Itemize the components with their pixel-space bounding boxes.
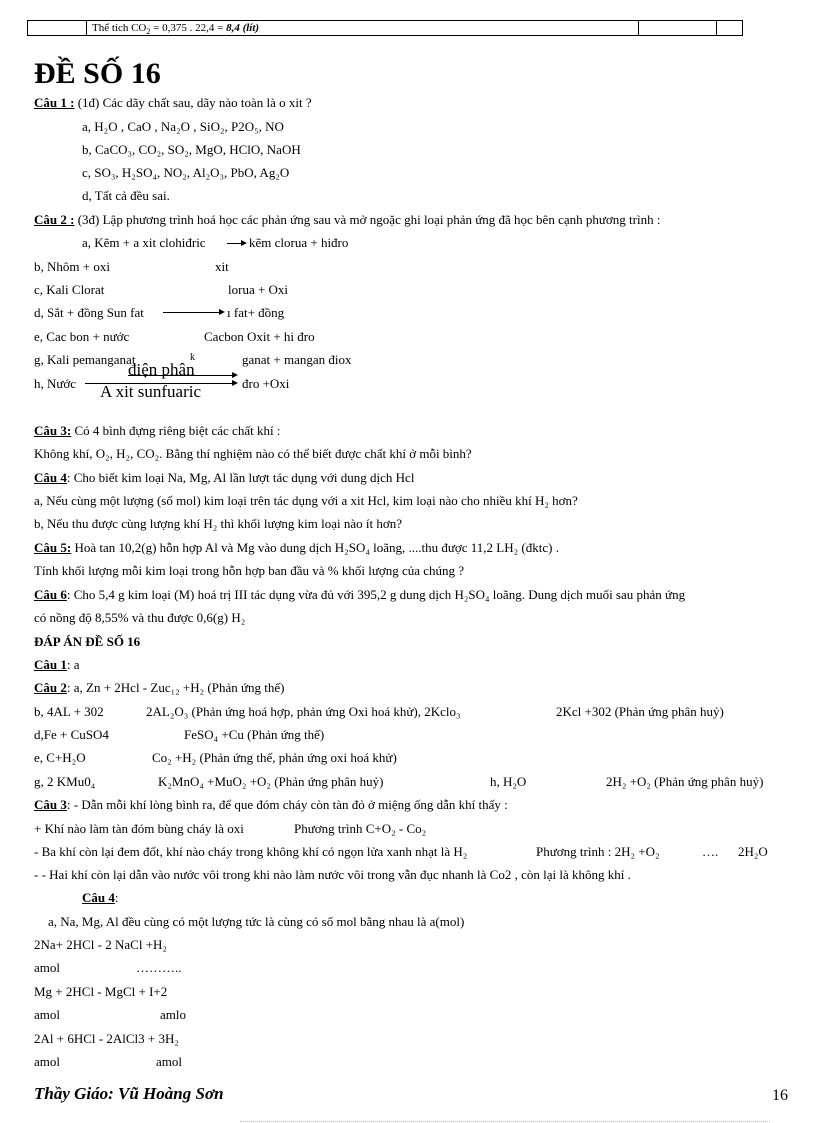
page-title: ĐỀ SỐ 16: [34, 57, 161, 90]
answer-4-mol-na: amol: [34, 960, 60, 975]
q2-item-g-product: ganat + mangan điox: [242, 352, 352, 367]
q2-item-b-product: xit: [215, 259, 229, 274]
table-cell-divider: [638, 21, 639, 35]
answer-2-d: d,Fe + CuSO4: [34, 727, 109, 742]
answer-4-eq-mg: Mg + 2HCl - MgCl + I+2: [34, 984, 168, 999]
page-number: 16: [772, 1087, 788, 1104]
answer-2-h: h, H₂O: [490, 774, 527, 789]
arrow-condition-acid: A xit sunfuaric: [100, 382, 202, 401]
answers-heading: ĐÁP ÁN ĐỀ SỐ 16: [34, 634, 141, 649]
reaction-arrow-icon: [227, 243, 245, 244]
answer-4-eq-al: 2Al + 6HCl - 2AlCl3 + 3H₂: [34, 1031, 179, 1046]
q2-item-h: h, Nước: [34, 376, 77, 391]
question-5: Câu 5: Hoà tan 10,2(g) hỗn hợp Al và Mg vào dung dịch H₂SO₄ loãng, ....thu được 11,2 LH₂ (đktc) .: [34, 540, 559, 555]
q2-item-a-product: kẽm clorua + hiđro: [249, 235, 349, 250]
answer-4-mol-al-2: amol: [156, 1054, 182, 1069]
answer-2-b: b, 4AL + 302: [34, 704, 104, 719]
answer-2-h-product: 2H₂ +O₂ (Phản ứng phân huỷ): [606, 774, 764, 789]
q1-option-b: b, CaCO₃, CO₂, SO₂, MgO, HClO, NaOH: [82, 142, 301, 157]
footer-author: Thầy Giáo: Vũ Hoàng Sơn: [34, 1084, 224, 1103]
q4-part-a: a, Nếu cùng một lượng (số mol) kim loại trên tác dụng với a xit Hcl, kim loại nào cho nhiều khí H₂ hơn?: [34, 493, 578, 508]
answer-2-d-product: FeSO₄ +Cu (Phản ứng thế): [184, 727, 325, 742]
previous-answer-table-row: [27, 20, 743, 36]
answer-4: Câu 4:: [82, 890, 119, 905]
q2-item-e-product: Cacbon Oxit + hi đro: [204, 329, 315, 344]
q3-line-2: Không khí, O₂, H₂, CO₂. Bằng thí nghiệm nào có thể biết được chất khí ở mỗi bình?: [34, 446, 472, 461]
answer-4-line-1: a, Na, Mg, Al đều cùng có một lượng tức là cùng có số mol bằng nhau là a(mol): [48, 914, 465, 929]
q1-option-c: c, SO₃, H₂SO₄, NO₂, Al₂O₃, PbO, Ag₂O: [82, 165, 290, 180]
q2-item-a: a, Kẽm + a xit clohiđric: [82, 235, 206, 250]
volume-co2-text: Thể tích $CO_2 = 0,375$ . 22,4 = 8,4 (lít): [92, 22, 260, 37]
answer-2: Câu 2: a, Zn + 2Hcl - Zuc₁₂ +H₂ (Phản ứng thế): [34, 680, 285, 695]
answer-2-b-product: 2AL₂O₃ (Phản ứng hoá hợp, phản ứng Oxi hoá khử), 2Kclo₃: [146, 704, 461, 719]
answer-4-mol-mg: amol: [34, 1007, 60, 1022]
answer-4-eq-na: 2Na+ 2HCl - 2 NaCl +H₂: [34, 937, 167, 952]
answer-1: Câu 1: a: [34, 657, 80, 672]
reaction-arrow-icon: [163, 312, 223, 313]
reaction-arrow-icon: [128, 375, 236, 376]
answer-2-e: e, C+H₂O: [34, 750, 86, 765]
answer-2-b-second: 2Kcl +302 (Phản ứng phân huỷ): [556, 704, 724, 719]
q2-item-c-product: lorua + Oxi: [228, 282, 289, 297]
answer-3-line-1-eq: Phương trình C+O₂ - Co₂: [294, 821, 427, 836]
q2-item-b: b, Nhôm + oxi: [34, 259, 110, 274]
question-4: Câu 4: Cho biết kim loại Na, Mg, Al lần lượt tác dụng với dung dịch Hcl: [34, 470, 415, 485]
footer-divider: [240, 1121, 770, 1122]
q2-item-c: c, Kali Clorat: [34, 282, 105, 297]
q2-item-d: d, Sắt + đồng Sun fat: [34, 305, 144, 320]
answer-3-line-1: + Khí nào làm tàn đóm bùng cháy là oxi: [34, 821, 244, 836]
answer-3-line-2-dots: ….: [702, 844, 719, 859]
q2-item-h-product: đro +Oxi: [242, 376, 290, 391]
table-cell-divider: [716, 21, 717, 35]
question-6: Câu 6: Cho 5,4 g kim loại (M) hoá trị III tác dụng vừa đủ với 395,2 g dung dịch H₂SO₄ loãng. Dung dịch muối sau phản ứng: [34, 587, 686, 602]
q2-item-d-product: ı fat+ đồng: [227, 305, 285, 320]
question-1: Câu 1 : (1đ) Các dãy chất sau, dãy nào toàn là o xit ?: [34, 95, 312, 110]
answer-2-g: g, 2 KMu0₄: [34, 774, 96, 789]
answer-4-mol-mg-2: amlo: [160, 1007, 186, 1022]
answer-3-line-2-eq: Phương trình : 2H₂ +O₂: [536, 844, 660, 859]
answer-3-line-2-product: 2H₂O: [738, 844, 768, 859]
q2-item-g: g, Kali pemanganat: [34, 352, 136, 367]
answer-3: Câu 3: - Dẫn mỗi khí lòng bình ra, để que đóm cháy còn tàn đỏ ở miệng ống dẫn khí thấy :: [34, 797, 508, 812]
q2-item-g-note: k: [190, 352, 195, 363]
q1-option-a: a, H₂O , CaO , Na₂O , SiO₂, P2O₅, NO: [82, 119, 284, 134]
arrow-condition-electrolysis: điện phân: [128, 360, 195, 379]
answer-3-line-2: - Ba khí còn lại đem đốt, khí nào cháy trong không khí có ngọn lửa xanh nhạt là H₂: [34, 844, 468, 859]
answer-4-mol-al: amol: [34, 1054, 60, 1069]
table-cell-divider: [86, 21, 87, 35]
answer-2-g-product: K₂MnO₄ +MuO₂ +O₂ (Phản ứng phân huỷ): [158, 774, 384, 789]
q4-part-b: b, Nếu thu được cùng lượng khí H₂ thì khối lượng kim loại nào ít hơn?: [34, 516, 403, 531]
q2-item-e: e, Cac bon + nước: [34, 329, 130, 344]
answer-2-e-product: Co₂ +H₂ (Phản ứng thế, phản ứng oxi hoá khử): [152, 750, 397, 765]
q5-line-2: Tính khối lượng mỗi kim loại trong hỗn hợp ban đầu và % khối lượng của chúng ?: [34, 563, 465, 578]
question-2: Câu 2 : (3đ) Lập phương trình hoá học các phản ứng sau và mở ngoặc ghi loại phản ứng đã học bên cạnh phương trình :: [34, 212, 661, 227]
q6-line-2: có nồng độ 8,55% và thu được 0,6(g) H₂: [34, 610, 246, 625]
q1-option-d: d, Tất cả đều sai.: [82, 188, 170, 203]
answer-4-mol-na-dots: ………..: [136, 960, 182, 975]
question-3: Câu 3: Có 4 bình đựng riêng biệt các chất khí :: [34, 423, 281, 438]
answer-3-line-3: - - Hai khí còn lại dẫn vào nước vôi trong khi nào làm nước vôi trong vẫn đục nhanh là Co2 , còn lại là không khí .: [34, 867, 631, 882]
